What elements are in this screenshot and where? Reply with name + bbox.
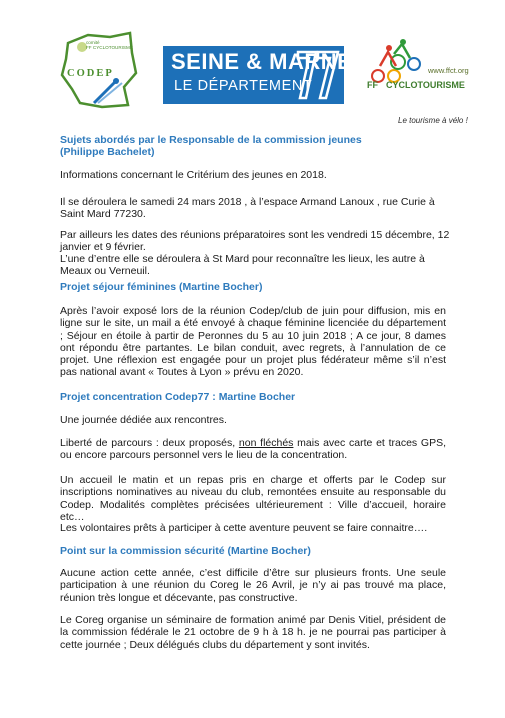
section-heading-concentration: Projet concentration Codep77 : Martine Bocher [60,391,296,403]
paragraph [60,437,446,462]
ffct-url[interactable]: www.ffct.org [428,66,469,75]
paragraph: Un accueil le matin et un repas pris en charge et offerts par le Codep sur inscriptions nominatives au niveau du club, remontées ensuite au responsable du Codep. Modalités complètes précisées ultérieurement : Ville d’accueil, horaire etc… [60,474,446,523]
paragraph: Informations concernant le Critérium des jeunes en 2018. [60,169,327,181]
ffct-label-ff: FF [367,80,378,90]
paragraph: Le Coreg organise un séminaire de formation animé par Denis Vitiel, président de la commission fédérale le 21 octobre de 9 h à 18 h. je ne pourrai pas participer à cette journée ; Deux délégués clubs du département y sont invités. [60,614,446,651]
paragraph: Après l’avoir exposé lors de la réunion Codep/club de juin pour diffusion, mis en ligne sur le site, un mail a été envoyé à chaque féminine licenciée du département ; Séjour en étoile à partir de Peronnes du 5 au 10 juin 2018 ; A ce jour, 8 dames ont répondu être partantes. Le bilan conduit, avec regrets, à l’annulation de ce projet. Une réflexion est engagée pour un projet plus fédérateur même s’il n’est pas national avant « Toutes à Lyon » prévu en 2020. [60,305,446,379]
paragraph: Aucune action cette année, c’est difficile d’être sur plusieurs fronts. Une seule participation à une réunion du Coreg le 26 Avril, je n’y ai pas trouvé ma place, réunion très longue et décevante, pas constructive. [60,567,446,604]
seine-marne-subtitle: LE DÉPARTEMENT [174,78,313,94]
seine-marne-77-mark [296,48,340,102]
codep-small-line-1: comité [86,40,100,45]
codep-logo-text: CODEP [67,68,114,79]
codep-small-line-2: FF CYCLOTOURISME [86,45,133,50]
paragraph-line: Par ailleurs les dates des réunions préparatoires sont les vendredi 15 décembre, 12 [60,229,450,241]
codep-logo-small-text [86,40,133,50]
paragraph-line: janvier et 9 février. [60,241,146,253]
seine-marne-title: SEINE & MARNE [171,49,353,74]
paragraph: Une journée dédiée aux rencontres. [60,414,227,426]
paragraph-line: Meaux ou Verneuil. [60,265,150,277]
paragraph-line: Saint Mard 77230. [60,208,146,220]
section-heading-jeunes-sub: (Philippe Bachelet) [60,146,155,158]
paragraph: Les volontaires prêts à participer à cette aventure peuvent se faire connaitre…. [60,522,428,534]
underlined-text: non fléchés [238,437,294,449]
text-run: mais avec carte et traces GPS, ou encore parcours personnel vers le lieu de la concentration. [60,437,446,462]
section-heading-jeunes: Sujets abordés par le Responsable de la commission jeunes [60,134,362,146]
ffct-tagline: Le tourisme à vélo ! [398,116,468,125]
section-heading-securite: Point sur la commission sécurité (Martine Bocher) [60,545,311,557]
cyclists-illustration [370,36,495,118]
seine-et-marne-logo [163,46,353,104]
paragraph-line: Il se déroulera le samedi 24 mars 2018 , à l’espace Armand Lanoux , rue Curie à [60,196,435,208]
ffct-label-cyclotourisme: CYCLOTOURISME [386,80,465,90]
ffct-logo [370,36,495,118]
section-heading-feminines: Projet séjour féminines (Martine Bocher) [60,281,263,293]
paragraph-line: L’une d’entre elle se déroulera à St Mard pour reconnaître les lieux, les autre à [60,253,425,265]
text-run: Liberté de parcours : deux proposés, [60,437,239,449]
